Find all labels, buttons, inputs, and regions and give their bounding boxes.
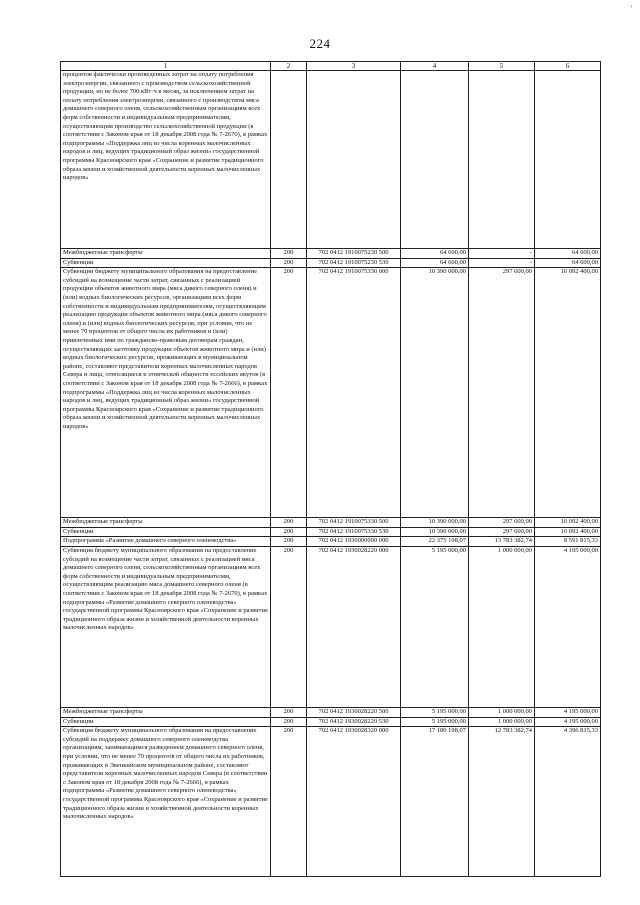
row-code: 200 xyxy=(271,707,307,717)
table-row xyxy=(61,546,601,707)
row-kbk-code: 702 0412 1930028320 000 xyxy=(307,727,401,877)
row-code: 200 xyxy=(271,727,307,877)
table-row xyxy=(61,707,601,717)
row-description: процентов фактически произведенных затрат на оплату потребления электроэнергии, связанного с производством сельскохозяйственной продукции, но не более 700 кВт·ч в месяц, за исключением затрат на оплату потребления электроэнергии, связанного с производством мяса домашнего северного оленя, сельскохозяйственным организациям всех форм собственности и индивидуальным предпринимателям, осуществляющим производство сельскохозяйственной продукции (в соответствии с Законом края от 18 декабря 2008 года № 7-2670), в рамках подпрограммы «Поддержка лиц из числа коренных малочисленных народов и лиц, ведущих традиционный образ жизни» государственной программы Красноярского края «Сохранение и развитие традиционного образа жизни и хозяйственной деятельности коренных малочисленных народов» xyxy=(61,71,271,249)
budget-table xyxy=(60,61,601,877)
table-row xyxy=(61,537,601,547)
row-description: Субвенции xyxy=(61,717,271,727)
row-description: Субвенции xyxy=(61,258,271,268)
row-code: 200 xyxy=(271,546,307,707)
table-row xyxy=(61,268,601,518)
table-row xyxy=(61,71,601,249)
row-amount-col6: 64 600,00 xyxy=(535,258,601,268)
corner-mark: ' xyxy=(630,4,632,13)
page-number: 224 xyxy=(309,36,331,51)
row-code: 200 xyxy=(271,258,307,268)
row-code: 200 xyxy=(271,537,307,547)
row-code: 200 xyxy=(271,518,307,528)
row-kbk-code xyxy=(307,71,401,249)
row-amount-col5: 13 783 382,74 xyxy=(469,537,535,547)
header-cell-4: 4 xyxy=(401,62,469,71)
row-amount-col5: 12 783 382,74 xyxy=(469,727,535,877)
row-amount-col5: 1 000 000,00 xyxy=(469,717,535,727)
row-code: 200 xyxy=(271,717,307,727)
row-description: Межбюджетные трансферты xyxy=(61,707,271,717)
row-amount-col4: 10 390 000,00 xyxy=(401,268,469,518)
row-amount-col5: 297 600,00 xyxy=(469,268,535,518)
row-amount-col6: 64 600,00 xyxy=(535,249,601,259)
row-amount-col4: 5 195 000,00 xyxy=(401,717,469,727)
budget-table-body xyxy=(61,62,601,877)
row-kbk-code: 702 0412 1910075330 530 xyxy=(307,527,401,537)
row-amount-col6: 4 195 000,00 xyxy=(535,707,601,717)
row-amount-col6: 4 195 000,00 xyxy=(535,546,601,707)
table-row xyxy=(61,249,601,259)
row-code xyxy=(271,71,307,249)
row-kbk-code: 702 0412 1930028220 530 xyxy=(307,717,401,727)
row-kbk-code: 702 0412 1910075330 500 xyxy=(307,518,401,528)
row-description: Межбюджетные трансферты xyxy=(61,518,271,528)
row-amount-col5: 1 000 000,00 xyxy=(469,707,535,717)
row-amount-col6: 4 195 000,00 xyxy=(535,717,601,727)
row-amount-col4: 5 195 000,00 xyxy=(401,546,469,707)
row-description: Субвенции бюджету муниципального образования на предоставление субсидий на возмещение части затрат, связанных с реализацией продукции объектов животного мира (мяса дикого северного оленя) и (или) водных биологических ресурсов, организациям всех форм собственности и индивидуальным предпринимателям, осуществляющим реализацию продукции объектов животного мира (мяса дикого северного оленя) и (или) водных биологических ресурсов, при условии, что не менее 70 процентов от общего числа их работников и (или) привлеченных ими по гражданско-правовым договорам граждан, осуществляющих заготовку продукции объектов животного мира и (или) водных биологических ресурсов, проживающих в муниципальном районе, составляют представители коренных малочисленных народов Севера и лица, относящиеся к этнической общности ессейских якутов (в соответствии с Законом края от 18 декабря 2008 года № 7-2666), в рамках подпрограммы «Поддержка лиц из числа коренных малочисленных народов и лиц, ведущих традиционный образ жизни» государственной программы Красноярского края «Сохранение и развитие традиционного образа жизни и хозяйственной деятельности коренных малочисленных народов» xyxy=(61,268,271,518)
header-cell-3: 3 xyxy=(307,62,401,71)
row-amount-col4: 10 390 000,00 xyxy=(401,527,469,537)
row-description: Субвенция бюджету муниципального образования на предоставление субсидий на возмещение части затрат, связанных с реализацией мяса домашнего северного оленя, сельскохозяйственным организациям всех форм собственности и индивидуальным предпринимателям, осуществляющим реализацию мяса домашнего северного оленя (в соответствии с Законом края от 18 декабря 2008 года № 7-2670), в рамках подпрограммы «Развитие домашнего северного оленеводства» государственной программы Красноярского края «Сохранение и развитие традиционного образа жизни и хозяйственной деятельности коренных малочисленных народов» xyxy=(61,546,271,707)
row-amount-col4: 22 375 198,07 xyxy=(401,537,469,547)
row-kbk-code: 702 0412 1910075230 530 xyxy=(307,258,401,268)
row-description: Субвенции xyxy=(61,527,271,537)
row-amount-col4: 64 600,00 xyxy=(401,249,469,259)
table-row xyxy=(61,527,601,537)
row-amount-col4: 17 180 198,07 xyxy=(401,727,469,877)
row-amount-col4: 5 195 000,00 xyxy=(401,707,469,717)
row-amount-col6: 10 092 400,00 xyxy=(535,518,601,528)
row-amount-col6: 10 092 400,00 xyxy=(535,268,601,518)
header-cell-6: 6 xyxy=(535,62,601,71)
row-amount-col5: 1 000 000,00 xyxy=(469,546,535,707)
row-amount-col6: 8 591 815,33 xyxy=(535,537,601,547)
header-cell-1: 1 xyxy=(61,62,271,71)
row-amount-col5: 297 600,00 xyxy=(469,527,535,537)
table-header-row xyxy=(61,62,601,71)
header-cell-5: 5 xyxy=(469,62,535,71)
row-amount-col6: 4 396 815,33 xyxy=(535,727,601,877)
table-row xyxy=(61,717,601,727)
row-kbk-code: 702 0412 1930000000 000 xyxy=(307,537,401,547)
row-amount-col5: 297 600,00 xyxy=(469,518,535,528)
row-kbk-code: 702 0412 1930028220 500 xyxy=(307,707,401,717)
row-description: Подпрограмма «Развитие домашнего северного оленеводства» xyxy=(61,537,271,547)
row-amount-col5: - xyxy=(469,258,535,268)
row-code: 200 xyxy=(271,268,307,518)
row-amount-col4 xyxy=(401,71,469,249)
row-amount-col4: 10 390 000,00 xyxy=(401,518,469,528)
row-code: 200 xyxy=(271,249,307,259)
row-description: Субвенция бюджету муниципального образования на предоставление субсидий на поддержку домашнего северного оленеводства организациям, занимающимся разведением домашнего северного оленя, при условии, что не менее 70 процентов от общего числа их работников, проживающих в Эвенкийском муниципальном районе, составляют представители коренных малочисленных народов Севера (в соответствии с Законом края от 18 декабря 2008 года № 7-2666), в рамках подпрограммы «Развитие домашнего северного оленеводства» государственной программы Красноярского края «Сохранение и развитие традиционного образа жизни и хозяйственной деятельности коренных малочисленных народов» xyxy=(61,727,271,877)
header-cell-2: 2 xyxy=(271,62,307,71)
row-amount-col6 xyxy=(535,71,601,249)
row-code: 200 xyxy=(271,527,307,537)
table-row xyxy=(61,258,601,268)
row-kbk-code: 702 0412 1910075230 500 xyxy=(307,249,401,259)
table-row xyxy=(61,518,601,528)
row-amount-col5: - xyxy=(469,249,535,259)
row-amount-col5 xyxy=(469,71,535,249)
row-description: Межбюджетные трансферты xyxy=(61,249,271,259)
table-row xyxy=(61,727,601,877)
row-amount-col6: 10 092 400,00 xyxy=(535,527,601,537)
row-kbk-code: 702 0412 1930028220 000 xyxy=(307,546,401,707)
row-amount-col4: 64 600,00 xyxy=(401,258,469,268)
row-kbk-code: 702 0412 1910075330 000 xyxy=(307,268,401,518)
